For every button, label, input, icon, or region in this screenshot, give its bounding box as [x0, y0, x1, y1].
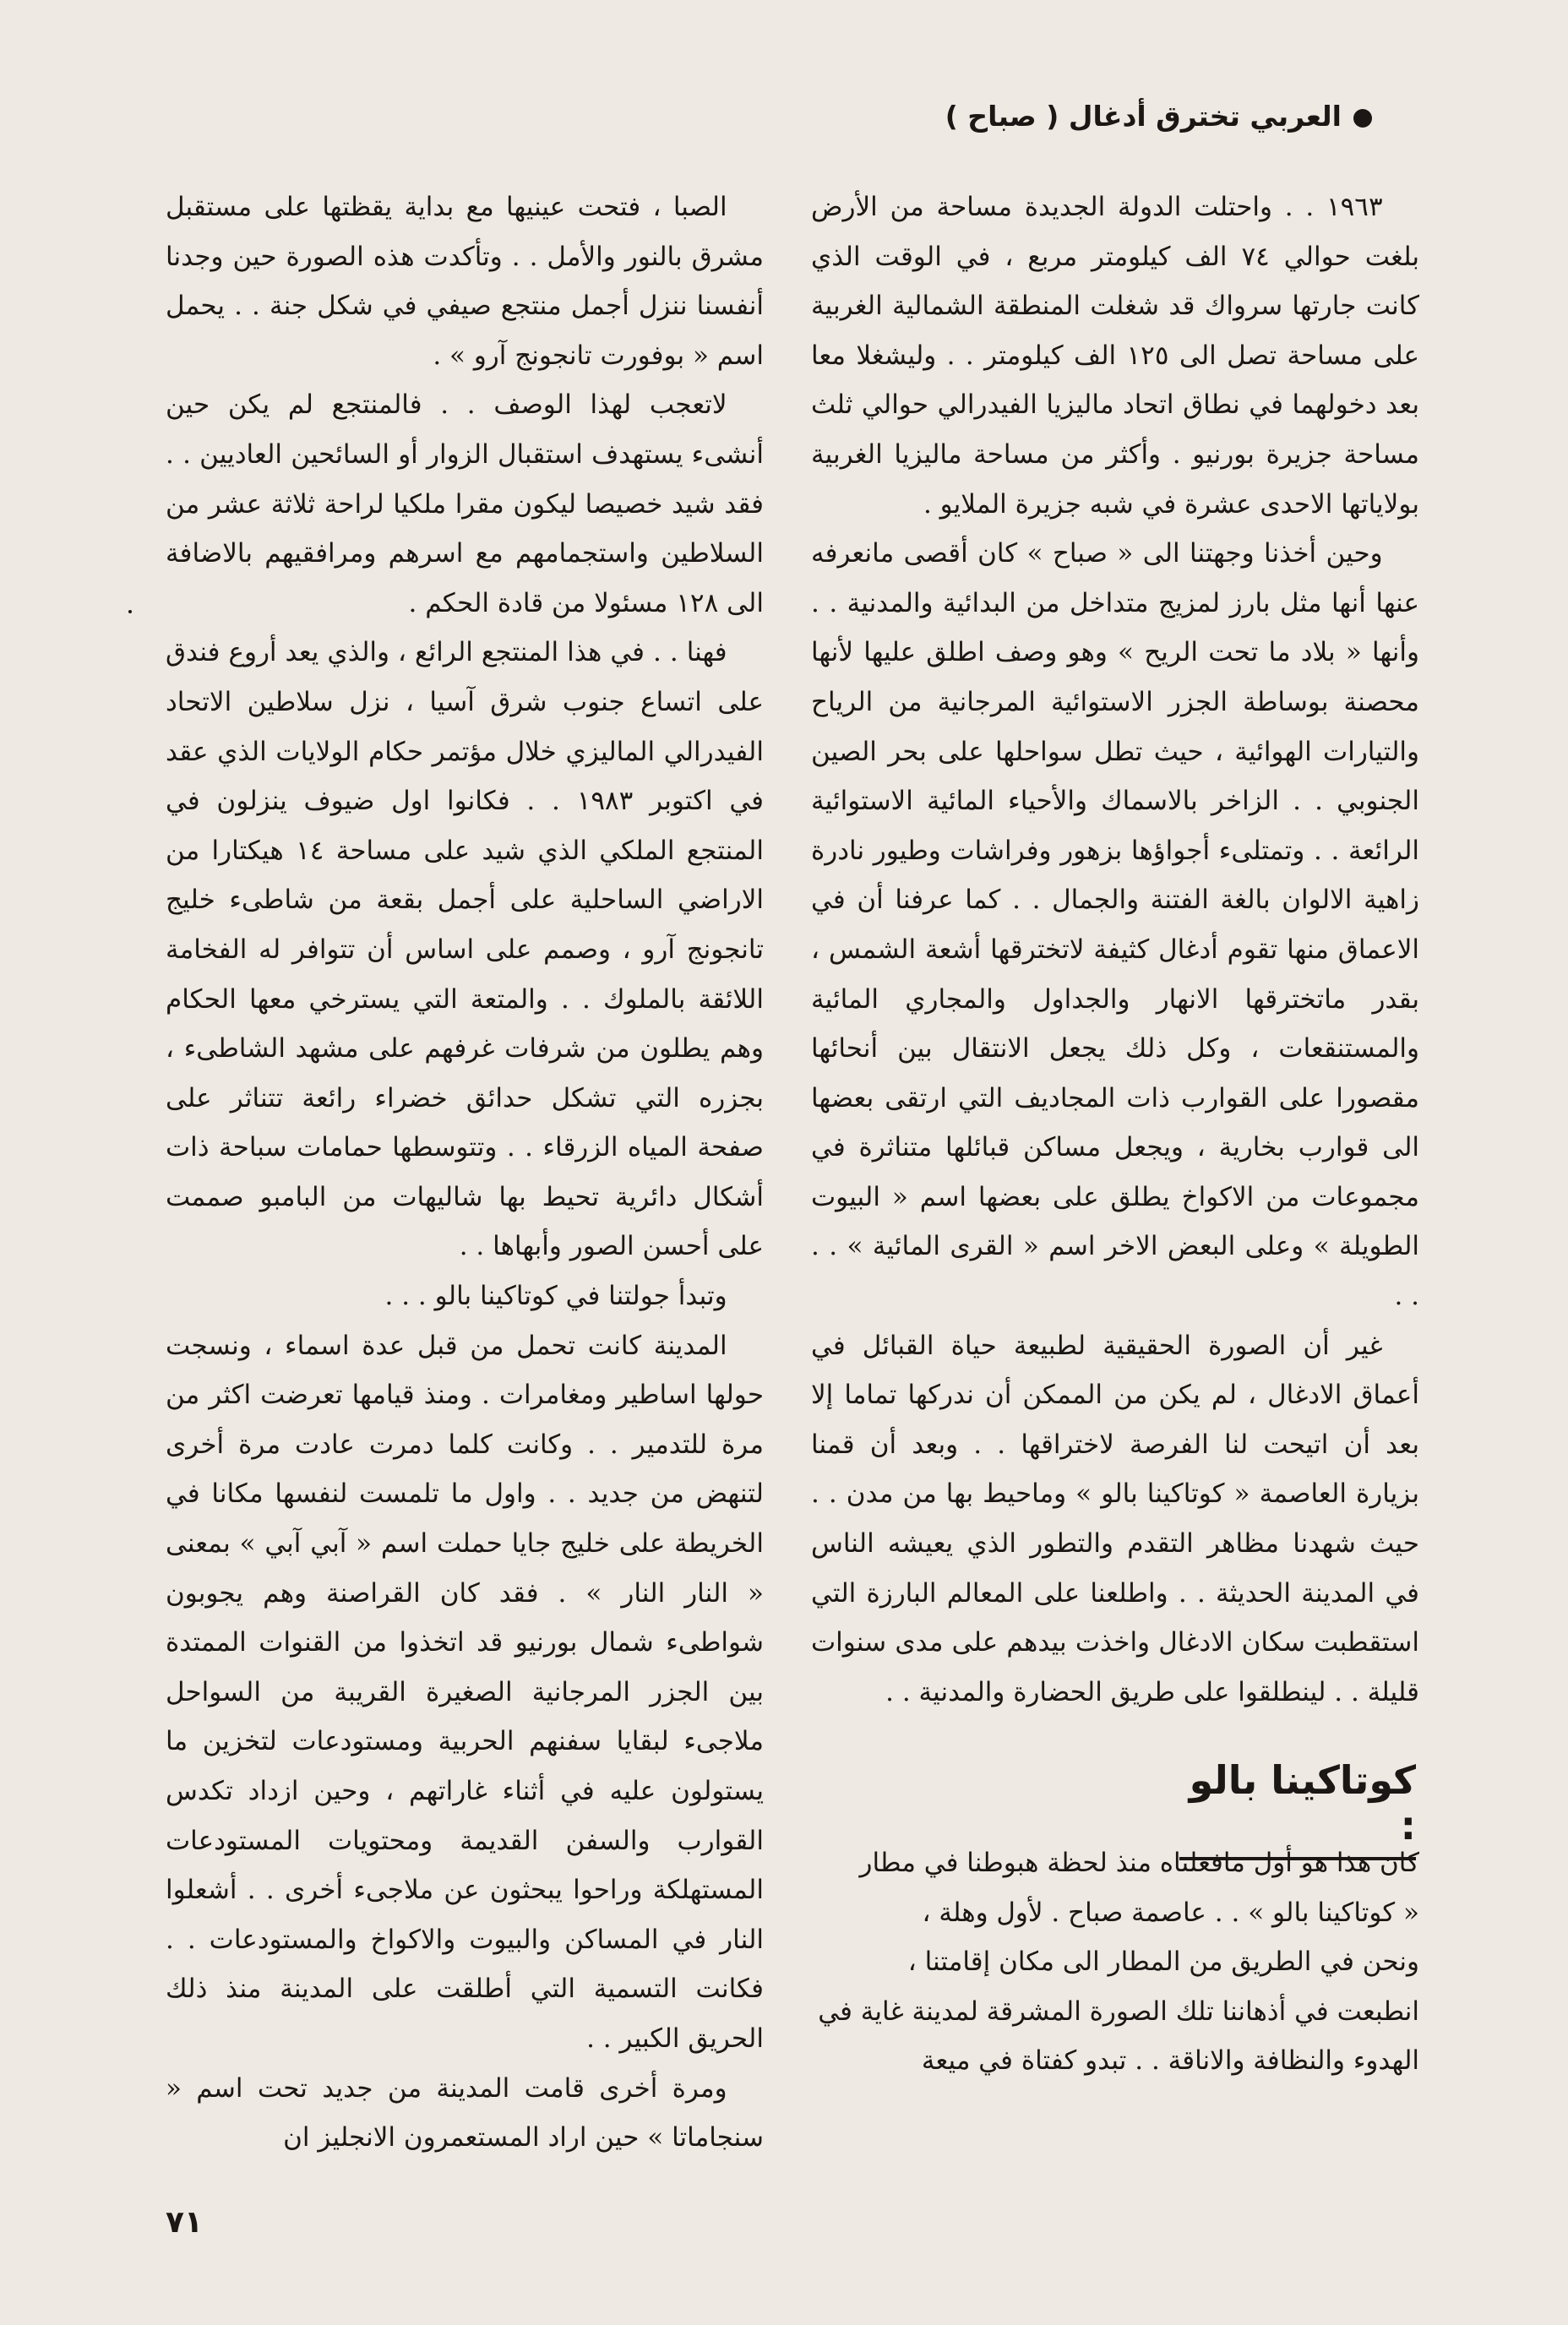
section-line: كان هذا هو أول مافعلناه منذ لحظة هبوطنا في مطار: [859, 1848, 1419, 1878]
article-column-left: [166, 182, 764, 2163]
section-line: ونحن في الطريق من المطار الى مكان إقامتنا ،: [907, 1947, 1419, 1978]
section-line: الهدوء والنظافة والاناقة . . تبدو كفتاة في ميعة: [921, 2045, 1419, 2077]
margin-mark: [128, 610, 132, 613]
section-line: انطبعت في أذهاننا تلك الصورة المشرقة لمدينة غاية في: [818, 1996, 1419, 2027]
paragraph: وتبدأ جولتنا في كوتاكينا بالو . . .: [384, 1281, 727, 1312]
section-heading: كوتاكينا بالو :: [1179, 1757, 1416, 1860]
paragraph: ١٩٦٣ . . واحتلت الدولة الجديدة مساحة من الأرض بلغت حوالي ٧٤ الف كيلومتر مربع ، في الوقت الذي كانت جارتها سرواك قد شغلت المنطقة الشمالية الغربية على مساحة تصل الى ١٢٥ الف كيلومتر . . وليشغلا معا بعد دخولهما في نطاق اتحاد ماليزيا الفيدرالي حوالي ثلث مساحة جزيرة بورنيو . وأكثر من مساحة ماليزيا الغربية بولاياتها الاحدى عشرة في شبه جزيرة الملايو .: [811, 192, 1419, 520]
section-line: « كوتاكينا بالو » . . عاصمة صباح . لأول وهلة ،: [922, 1897, 1419, 1928]
paragraph: ومرة أخرى قامت المدينة من جديد تحت اسم « سنجاماتا » حين اراد المستعمرون الانجليز ان: [166, 2072, 764, 2153]
paragraph: الصبا ، فتحت عينيها مع بداية يقظتها على مستقبل مشرق بالنور والأمل . . وتأكدت هذه الصورة حين وجدنا أنفسنا ننزل أجمل منتجع صيفي في شكل جنة . . يحمل اسم « بوفورت تانجونج آرو » .: [166, 192, 764, 371]
section-body: [811, 1838, 1445, 2086]
bullet-icon: [1353, 109, 1372, 128]
paragraph: المدينة كانت تحمل من قبل عدة اسماء ، ونسجت حولها اساطير ومغامرات . ومنذ قيامها تعرضت اكثر من مرة للتدمير . . وكانت كلما دمرت عادت مرة أخرى لتنهض من جديد . . واول ما تلمست لنفسها مكانا في الخريطة على خليج جايا حملت اسم « آبي آبي » بمعنى « النار النار » . فقد كان القراصنة وهم يجوبون شواطىء شمال بورنيو قد اتخذوا من القنوات الممتدة بين الجزر المرجانية الصغيرة القريبة من السواحل ملاجىء لبقايا سفنهم الحربية ومستودعات لتخزين ما يستولون عليه في أثناء غاراتهم ، وحين ازداد تكدس القوارب والسفن القديمة ومحتويات المستودعات المستهلكة وراحوا يبحثون عن ملاجىء أخرى . . أشعلوا النار في المساكن والبيوت والاكواخ والمستودعات . . فكانت التسمية التي أطلقت على المدينة منذ ذلك الحريق الكبير . .: [166, 1330, 764, 2054]
paragraph: فهنا . . في هذا المنتجع الرائع ، والذي يعد أروع فندق على اتساع جنوب شرق آسيا ، نزل سلاطين الاتحاد الفيدرالي الماليزي خلال مؤتمر حكام الولايات الذي عقد في اكتوبر ١٩٨٣ . . فكانوا اول ضيوف ينزلون في المنتجع الملكي الذي شيد على مساحة ١٤ هيكتارا من الاراضي الساحلية على أجمل بقعة من شاطىء خليج تانجونج آرو ، وصمم على اساس أن تتوافر له الفخامة اللائقة بالملوك . . والمتعة التي يسترخي معها الحكام وهم يطلون من شرفات غرفهم على مشهد الشاطىء ، بجزره التي تشكل حدائق خضراء رائعة تتناثر على صفحة المياه الزرقاء . . وتتوسطها حمامات سباحة ذات أشكال دائرية تحيط بها شاليهات من البامبو صممت على أحسن الصور وأبهاها . .: [166, 637, 764, 1262]
page-number: ٧١: [166, 2205, 203, 2240]
article-column-right: [811, 182, 1419, 1717]
running-header: [945, 100, 1372, 133]
paragraph: لاتعجب لهذا الوصف . . فالمنتجع لم يكن حين أنشىء يستهدف استقبال الزوار أو السائحين العاديين . . فقد شيد خصيصا ليكون مقرا ملكيا لراحة ثلاثة عشر من السلاطين واستجمامهم مع اسرهم ومرافقيهم بالاضافة الى ١٢٨ مسئولا من قادة الحكم .: [166, 389, 764, 618]
paragraph: غير أن الصورة الحقيقية لطبيعة حياة القبائل في أعماق الادغال ، لم يكن من الممكن أن ندركها تماما إلا بعد أن اتيحت لنا الفرصة لاختراقها . . وبعد أن قمنا بزيارة العاصمة « كوتاكينا بالو » وماحيط بها من مدن . . حيث شهدنا مظاهر التقدم والتطور الذي يعيشه الناس في المدينة الحديثة . . واطلعنا على المعالم البارزة التي استقطبت سكان الادغال واخذت بيدهم على مدى سنوات قليلة . . لينطلقوا على طريق الحضارة والمدنية . .: [811, 1330, 1419, 1707]
running-header-title: العربي تخترق أدغال ( صباح ): [945, 100, 1342, 133]
paragraph: وحين أخذنا وجهتنا الى « صباح » كان أقصى مانعرفه عنها أنها مثل بارز لمزيج متداخل من البدائية والمدنية . . وأنها « بلاد ما تحت الريح » وهو وصف اطلق عليها لأنها محصنة بوساطة الجزر الاستوائية المرجانية من الرياح والتيارات الهوائية ، حيث تطل سواحلها على بحر الصين الجنوبي . . الزاخر بالاسماك والأحياء المائية الاستوائية الرائعة . . وتمتلىء أجواؤها بزهور وفراشات وطيور نادرة زاهية الالوان بالغة الفتنة والجمال . . كما عرفنا أن في الاعماق منها تقوم أدغال كثيفة لاتخترقها أشعة الشمس ، بقدر ماتخترقها الانهار والجداول والمجاري المائية والمستنقعات ، وكل ذلك يجعل الانتقال بين أنحائها مقصورا على القوارب ذات المجاديف التي ارتقى بعضها الى قوارب بخارية ، ويجعل مساكن قبائلها متناثرة في مجموعات من الاكواخ يطلق على بعضها اسم « البيوت الطويلة » وعلى البعض الاخر اسم « القرى المائية » . . . .: [811, 538, 1419, 1312]
